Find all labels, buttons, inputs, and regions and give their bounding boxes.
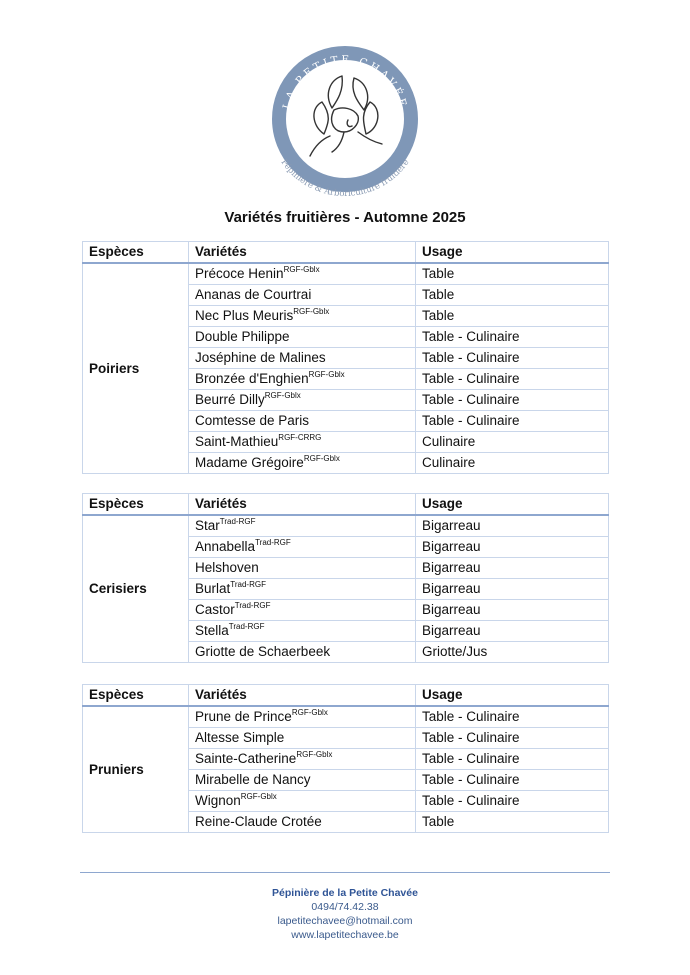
variety-cell	[189, 600, 416, 621]
variety-tag: Trad-RGF	[219, 517, 256, 526]
variety-tag: RGF-Gblx	[283, 265, 320, 274]
variety-cell	[189, 285, 416, 306]
variety-name: Bronzée d'Enghien	[195, 371, 309, 386]
usage-cell: Table	[416, 306, 609, 327]
variety-tag: RGF-Gblx	[303, 454, 340, 463]
variety-name: Griotte de Schaerbeek	[195, 644, 331, 659]
variety-tag: RGF-Gblx	[293, 307, 330, 316]
table-header-row	[83, 685, 609, 707]
variety-name: Reine-Claude Crotée	[195, 814, 322, 829]
nursery-logo	[262, 36, 428, 202]
variety-cell	[189, 432, 416, 453]
usage-cell: Bigarreau	[416, 537, 609, 558]
usage-cell: Table	[416, 285, 609, 306]
usage-cell: Bigarreau	[416, 621, 609, 642]
variety-name: Stella	[195, 623, 229, 638]
variety-name: Ananas de Courtrai	[195, 287, 312, 302]
variety-name: Altesse Simple	[195, 730, 285, 745]
variety-name: Castor	[195, 602, 235, 617]
logo-ring-text-top: LA PETITE CHAVÉE	[280, 53, 410, 111]
footer-phone: 0494/74.42.38	[311, 901, 379, 913]
header-variety: Variétés	[189, 685, 416, 707]
variety-cell	[189, 728, 416, 749]
usage-cell: Bigarreau	[416, 558, 609, 579]
table-row	[83, 263, 609, 285]
variety-tag: RGF-Gblx	[291, 708, 328, 717]
variety-cell	[189, 642, 416, 663]
variety-tag: RGF-Gblx	[240, 792, 277, 801]
usage-cell: Griotte/Jus	[416, 642, 609, 663]
variety-cell	[189, 621, 416, 642]
usage-cell: Table - Culinaire	[416, 770, 609, 791]
variety-cell	[189, 348, 416, 369]
variety-tag: Trad-RGF	[255, 538, 291, 547]
variety-cell	[189, 327, 416, 348]
variety-name: Comtesse de Paris	[195, 413, 310, 428]
usage-cell: Table - Culinaire	[416, 791, 609, 812]
variety-name: Joséphine de Malines	[195, 350, 326, 365]
header-variety: Variétés	[189, 242, 416, 264]
logo-ring-text-bottom: Pépinière & Arboriculture fruitière	[278, 157, 412, 200]
footer	[0, 886, 690, 942]
usage-cell: Bigarreau	[416, 579, 609, 600]
table-header-row	[83, 494, 609, 516]
variety-name: Wignon	[195, 793, 241, 808]
variety-name: Star	[195, 518, 220, 533]
variety-name: Mirabelle de Nancy	[195, 772, 311, 787]
variety-cell	[189, 515, 416, 537]
footer-divider	[80, 872, 610, 873]
variety-cell	[189, 411, 416, 432]
species-cell: Poiriers	[83, 263, 189, 474]
variety-cell	[189, 453, 416, 474]
usage-cell: Table	[416, 263, 609, 285]
footer-business-name: Pépinière de la Petite Chavée	[272, 887, 418, 899]
variety-cell	[189, 369, 416, 390]
variety-name: Helshoven	[195, 560, 259, 575]
variety-cell	[189, 706, 416, 728]
variety-cell	[189, 579, 416, 600]
variety-cell	[189, 558, 416, 579]
variety-name: Beurré Dilly	[195, 392, 265, 407]
header-species: Espèces	[83, 494, 189, 516]
variety-name: Prune de Prince	[195, 709, 292, 724]
usage-cell: Culinaire	[416, 432, 609, 453]
header-usage: Usage	[416, 494, 609, 516]
variety-name: Précoce Henin	[195, 266, 284, 281]
variety-cell	[189, 263, 416, 285]
table-row	[83, 706, 609, 728]
usage-cell: Table - Culinaire	[416, 411, 609, 432]
variety-cell	[189, 537, 416, 558]
species-cell: Pruniers	[83, 706, 189, 833]
usage-cell: Table - Culinaire	[416, 348, 609, 369]
usage-cell: Bigarreau	[416, 515, 609, 537]
variety-cell	[189, 791, 416, 812]
variety-tag: RGF-Gblx	[296, 750, 333, 759]
variety-tag: RGF-CRRG	[278, 433, 322, 442]
variety-name: Annabella	[195, 539, 256, 554]
usage-cell: Table - Culinaire	[416, 749, 609, 770]
variety-cell	[189, 812, 416, 833]
variety-cell	[189, 306, 416, 327]
footer-email[interactable]: lapetitechavee@hotmail.com	[277, 915, 413, 927]
header-species: Espèces	[83, 242, 189, 264]
species-cell: Cerisiers	[83, 515, 189, 663]
variety-tag: Trad-RGF	[234, 601, 271, 610]
variety-tag: RGF-Gblx	[264, 391, 301, 400]
usage-cell: Bigarreau	[416, 600, 609, 621]
variety-tag: RGF-Gblx	[308, 370, 345, 379]
table-row	[83, 515, 609, 537]
varieties-table-cherries	[82, 493, 609, 663]
variety-cell	[189, 749, 416, 770]
usage-cell: Table - Culinaire	[416, 390, 609, 411]
usage-cell: Table	[416, 812, 609, 833]
footer-website[interactable]: www.lapetitechavee.be	[291, 929, 399, 941]
variety-name: Burlat	[195, 581, 231, 596]
page-title: Variétés fruitières - Automne 2025	[224, 209, 466, 226]
usage-cell: Table - Culinaire	[416, 728, 609, 749]
variety-name: Double Philippe	[195, 329, 290, 344]
table-header-row	[83, 242, 609, 264]
variety-name: Sainte-Catherine	[195, 751, 297, 766]
header-species: Espèces	[83, 685, 189, 707]
variety-name: Nec Plus Meuris	[195, 308, 294, 323]
variety-tag: Trad-RGF	[230, 580, 266, 589]
variety-cell	[189, 770, 416, 791]
header-usage: Usage	[416, 242, 609, 264]
usage-cell: Culinaire	[416, 453, 609, 474]
varieties-table-pears	[82, 241, 609, 474]
variety-tag: Trad-RGF	[228, 622, 265, 631]
variety-name: Madame Grégoire	[195, 455, 304, 470]
header-variety: Variétés	[189, 494, 416, 516]
usage-cell: Table - Culinaire	[416, 706, 609, 728]
usage-cell: Table - Culinaire	[416, 327, 609, 348]
logo-ring	[279, 53, 411, 185]
flower-drawing	[310, 76, 382, 156]
varieties-table-plums	[82, 684, 609, 833]
header-usage: Usage	[416, 685, 609, 707]
variety-cell	[189, 390, 416, 411]
usage-cell: Table - Culinaire	[416, 369, 609, 390]
variety-name: Saint-Mathieu	[195, 434, 279, 449]
